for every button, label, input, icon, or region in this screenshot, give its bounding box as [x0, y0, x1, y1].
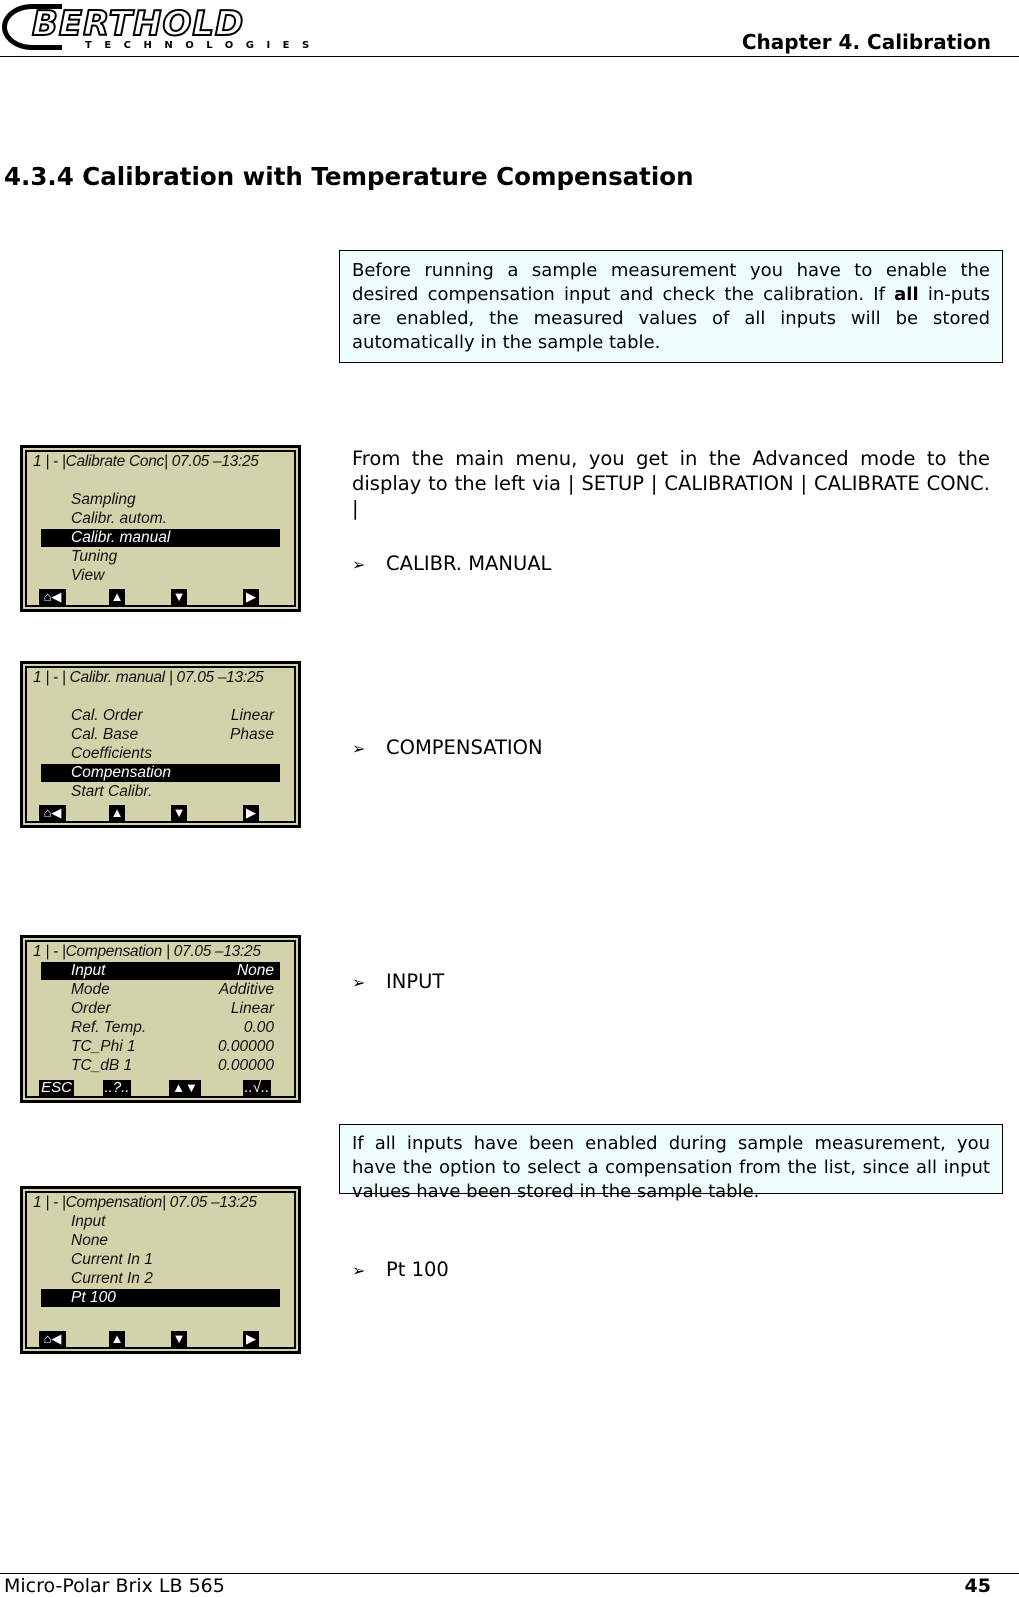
page-number: 45 — [964, 1575, 991, 1597]
menu-item-calibr-manual[interactable]: Calibr. manual — [41, 529, 280, 547]
help-key[interactable]: ..?.. — [104, 1079, 130, 1096]
option-pt100[interactable]: Pt 100 — [41, 1289, 280, 1307]
note-text: Before running a sample measurement you have to enable the desired compensation input and check the calibration. If — [352, 260, 990, 305]
home-back-key-icon[interactable]: ⌂◀ — [39, 589, 66, 605]
bullet-label: CALIBR. MANUAL — [386, 552, 552, 575]
down-key-icon[interactable]: ▼ — [172, 805, 186, 820]
lcd-calibr-manual — [20, 661, 301, 828]
lcd-header: 1 | - |Compensation| 07.05 –13:25 — [33, 1194, 257, 1211]
footer-product: Micro-Polar Brix LB 565 — [4, 1575, 225, 1597]
setting-ref-temp[interactable]: Ref. Temp. 0.00 — [71, 1019, 274, 1036]
menu-item-coefficients[interactable]: Coefficients — [71, 745, 152, 762]
footer-divider — [0, 1573, 1019, 1574]
info-note-select-compensation: If all inputs have been enabled during sample measurement, you have the option to select a compensation from the list, since all input values have been stored in the sample table. — [339, 1124, 1003, 1194]
note-text: in-puts are enabled, the measured values of all inputs will be stored automatically in the sample table. — [352, 284, 990, 353]
bullet-label: Pt 100 — [386, 1258, 449, 1281]
logo-subtitle: TECHNOLOGIES — [85, 40, 322, 51]
menu-item-cal-base[interactable]: Cal. Base Phase — [71, 726, 274, 743]
menu-item-view[interactable]: View — [71, 567, 105, 584]
logo-wordmark: BERTHOLD — [32, 4, 245, 44]
menu-item-tuning[interactable]: Tuning — [71, 548, 118, 565]
menu-item-sampling[interactable]: Sampling — [71, 491, 136, 508]
option-none[interactable]: None — [71, 1232, 109, 1249]
softkey-bar — [27, 1331, 294, 1347]
confirm-key[interactable]: ..√.. — [244, 1079, 270, 1096]
option-current-in-2[interactable]: Current In 2 — [71, 1270, 153, 1287]
header-divider — [0, 56, 1019, 57]
menu-item-calibr-autom[interactable]: Calibr. autom. — [71, 510, 167, 527]
home-back-key-icon[interactable]: ⌂◀ — [39, 1331, 66, 1347]
right-key-icon[interactable]: ▶ — [243, 589, 259, 605]
home-back-key-icon[interactable]: ⌂◀ — [39, 805, 66, 821]
menu-item-cal-order[interactable]: Cal. Order Linear — [71, 707, 274, 724]
lcd-compensation-input-list — [20, 1186, 301, 1354]
lcd-header: 1 | - | Calibr. manual | 07.05 –13:25 — [33, 669, 264, 686]
bullet-label: INPUT — [386, 970, 445, 993]
right-key-icon[interactable]: ▶ — [243, 1331, 259, 1347]
down-key-icon[interactable]: ▼ — [172, 1331, 186, 1346]
lcd-header: 1 | - |Calibrate Conc| 07.05 –13:25 — [33, 453, 259, 470]
chapter-title: Chapter 4. Calibration — [741, 30, 991, 54]
up-down-key-icon[interactable]: ▲▼ — [169, 1080, 201, 1096]
setting-order[interactable]: Order Linear — [71, 1000, 274, 1017]
down-key-icon[interactable]: ▼ — [172, 589, 186, 604]
softkey-bar — [27, 1080, 294, 1096]
softkey-bar — [27, 589, 294, 605]
intro-paragraph: From the main menu, you get in the Advanced mode to the display to the left via | SETUP | CALIBRATION | CALIBRATE CONC. | — [352, 447, 990, 520]
note-emphasis: all — [894, 284, 919, 305]
bullet-compensation — [352, 736, 543, 761]
arrow-bullet-icon: ➢ — [352, 555, 366, 574]
arrow-bullet-icon: ➢ — [352, 739, 366, 758]
list-title-input: Input — [71, 1213, 106, 1230]
option-current-in-1[interactable]: Current In 1 — [71, 1251, 153, 1268]
setting-tc-phi-1[interactable]: TC_Phi 1 0.00000 — [71, 1038, 274, 1055]
arrow-bullet-icon: ➢ — [352, 973, 366, 992]
menu-item-start-calibr[interactable]: Start Calibr. — [71, 783, 153, 800]
bullet-input — [352, 970, 444, 995]
setting-input[interactable]: Input None — [41, 962, 280, 980]
menu-item-compensation[interactable]: Compensation — [41, 764, 280, 782]
bullet-calibr-manual — [352, 552, 551, 577]
softkey-bar — [27, 805, 294, 821]
section-heading: 4.3.4 Calibration with Temperature Compensation — [4, 162, 694, 191]
lcd-compensation-settings — [20, 935, 301, 1103]
esc-key[interactable]: ESC — [39, 1080, 74, 1096]
lcd-header: 1 | - |Compensation | 07.05 –13:25 — [33, 943, 261, 960]
up-key-icon[interactable]: ▲ — [110, 589, 124, 604]
berthold-logo — [2, 4, 322, 54]
bullet-pt100 — [352, 1258, 449, 1283]
setting-mode[interactable]: Mode Additive — [71, 981, 274, 998]
up-key-icon[interactable]: ▲ — [110, 805, 124, 820]
arrow-bullet-icon: ➢ — [352, 1261, 366, 1280]
lcd-calibrate-conc — [20, 445, 301, 612]
setting-tc-db-1[interactable]: TC_dB 1 0.00000 — [71, 1057, 274, 1074]
up-key-icon[interactable]: ▲ — [110, 1331, 124, 1346]
bullet-label: COMPENSATION — [386, 736, 543, 759]
right-key-icon[interactable]: ▶ — [243, 805, 259, 821]
info-note-enable-inputs — [339, 250, 1003, 363]
